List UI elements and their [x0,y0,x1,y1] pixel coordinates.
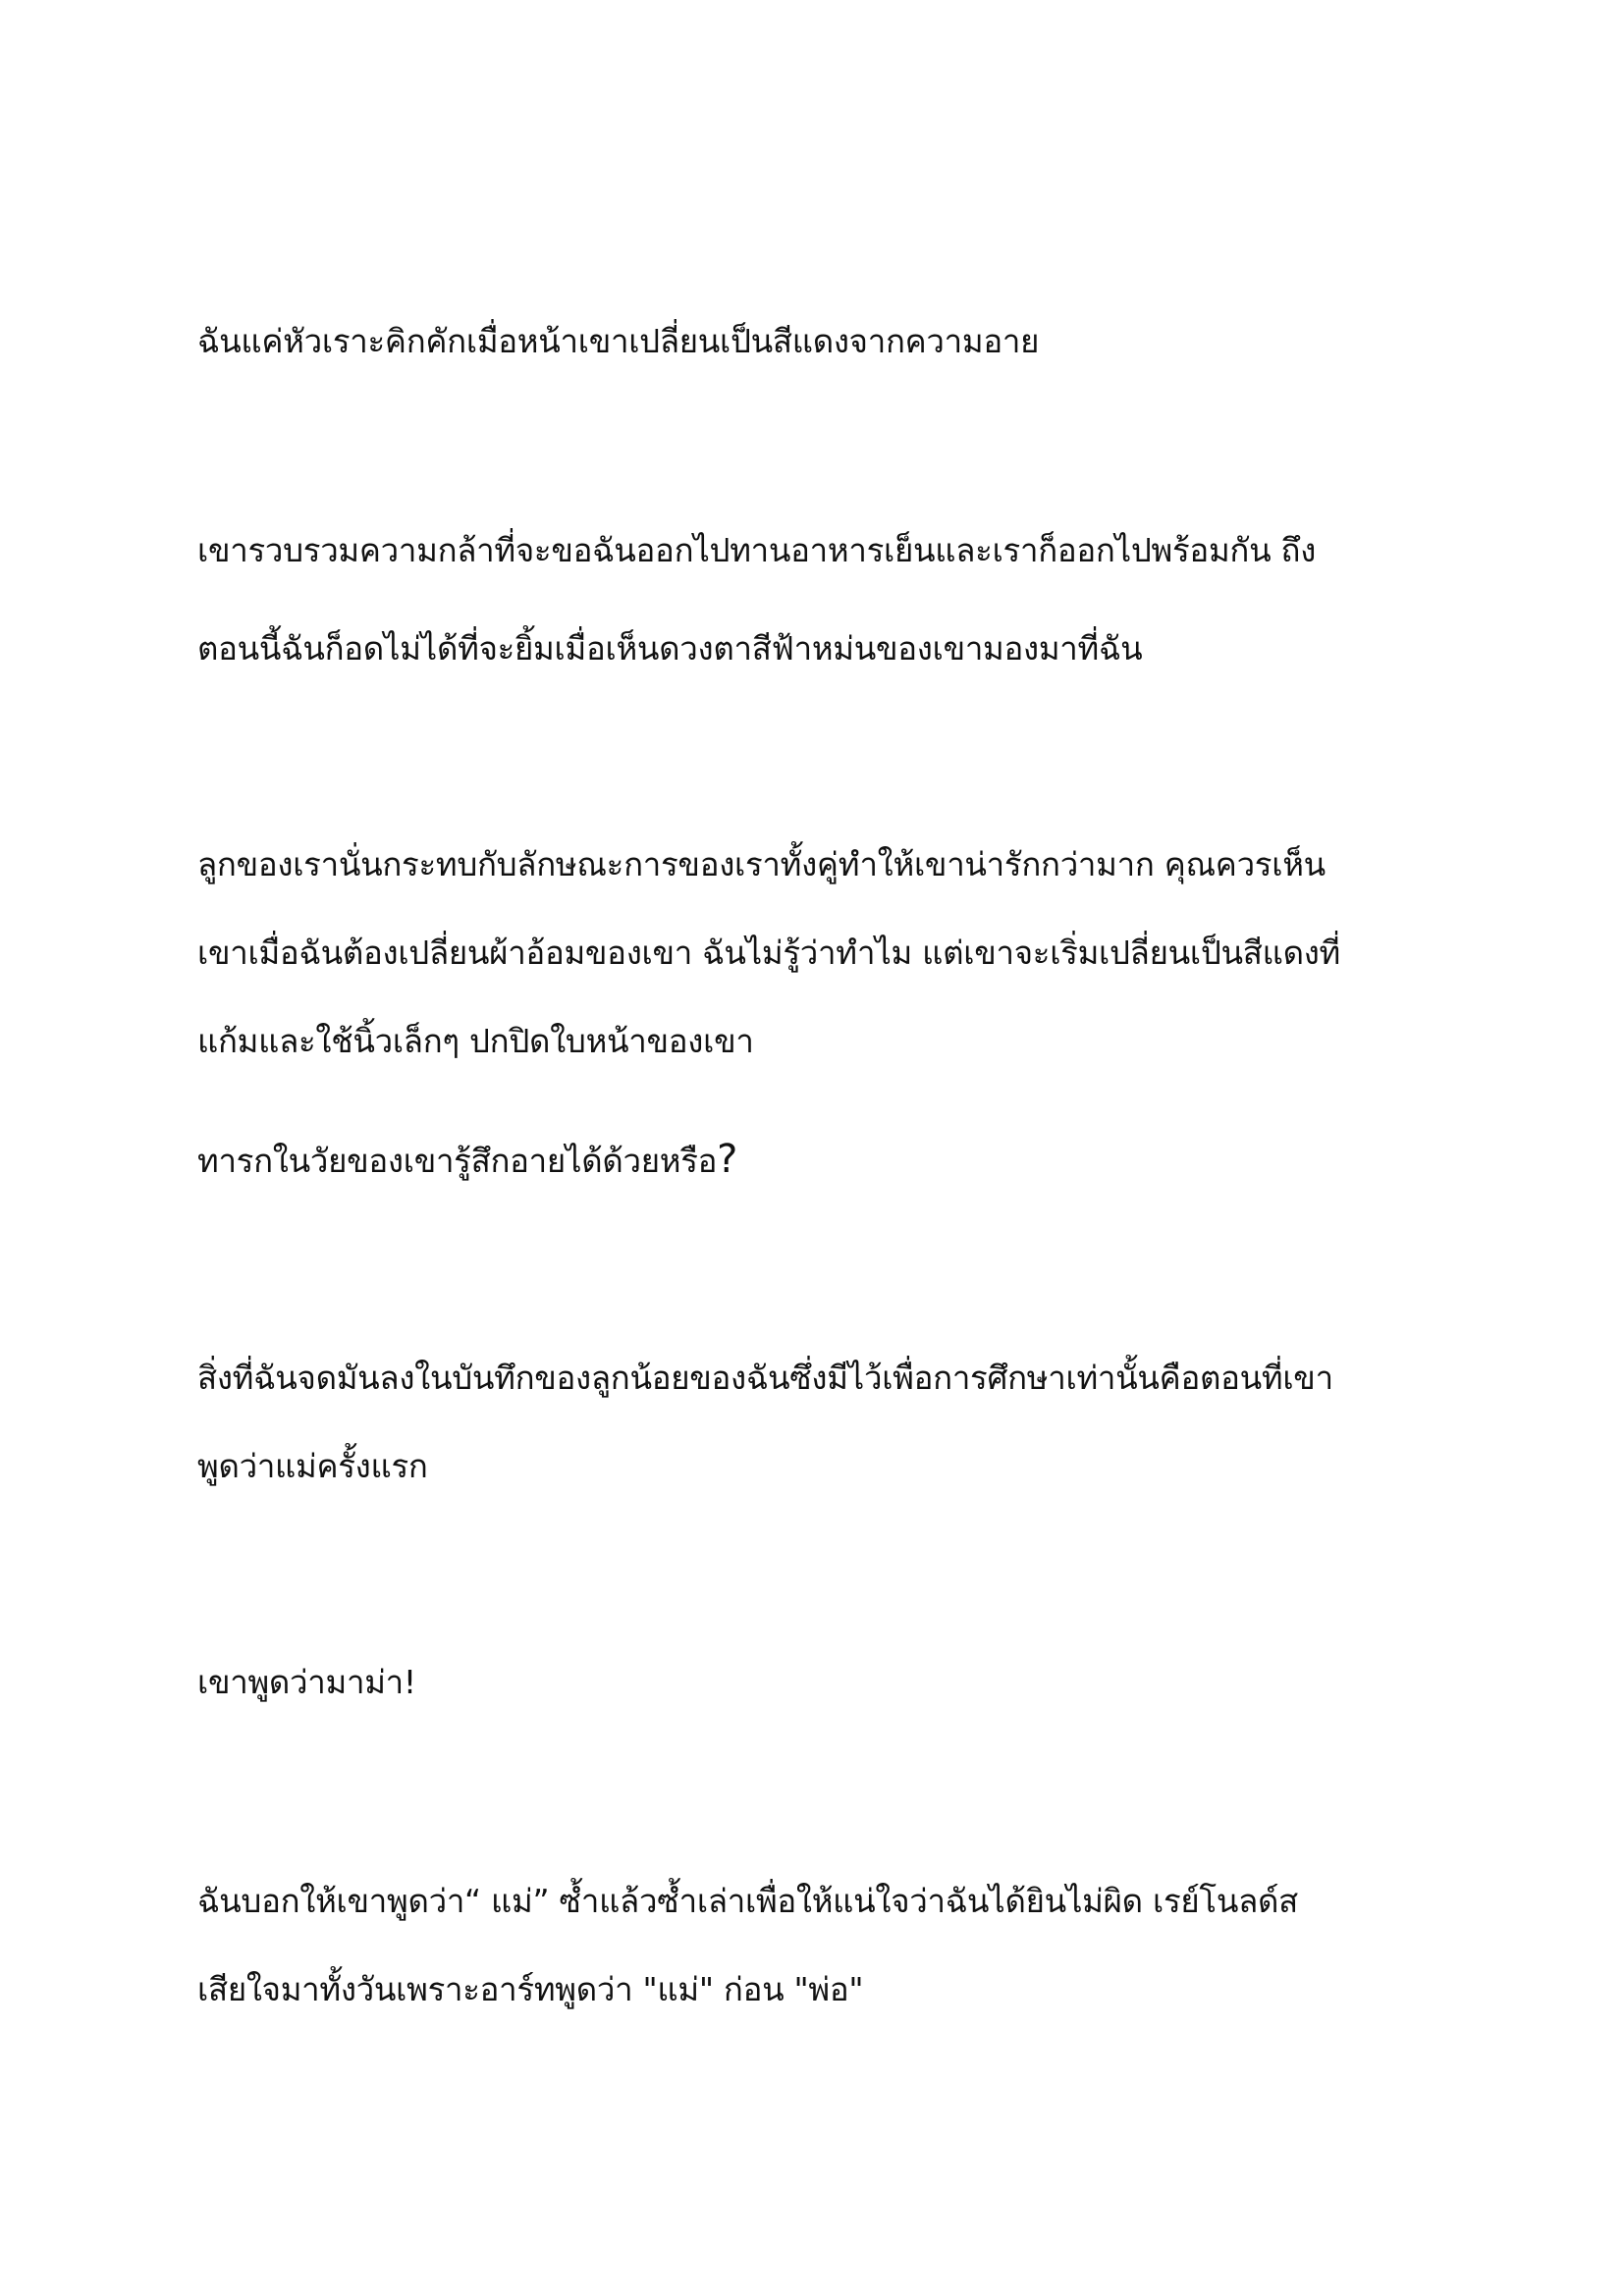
paragraph-2-line-2: ตอนนี้ฉันก็อดไม่ได้ที่จะยิ้มเมื่อเห็นดวงตาสีฟ้าหม่นของเขามองมาที่ฉัน [197,629,1143,667]
paragraph-3-line-2: เขาเมื่อฉันต้องเปลี่ยนผ้าอ้อมของเขา ฉันไม่รู้ว่าทำไม แต่เขาจะเริ่มเปลี่ยนเป็นสีแดงที่ [197,934,1340,972]
question-mark: ? [717,1137,738,1182]
paragraph-4-line-2: พูดว่าแม่ครั้งแรก [197,1447,428,1485]
paragraph-3-line-3: แก้มและใช้นิ้วเล็กๆ ปกปิดใบหน้าของเขา [197,1022,754,1060]
paragraph-3-line-1: ลูกของเรานั่นกระทบกับลักษณะการของเราทั้งคู่ทำให้เขาน่ารักกว่ามาก คุณควรเห็น [197,845,1326,883]
question-text: ทารกในวัยของเขารู้สึกอายได้ด้วยหรือ [197,1142,718,1180]
paragraph-6-line-2: เสียใจมาทั้งวันเพราะอาร์ทพูดว่า "แม่" ก่อน "พ่อ" [197,1970,864,2008]
paragraph-5-line-1: เขาพูดว่ามาม่า! [197,1663,416,1701]
paragraph-1-line-1: ฉันแค่หัวเราะคิกคักเมื่อหน้าเขาเปลี่ยนเป็นสีแดงจากความอาย [197,322,1040,360]
paragraph-3-question [197,1136,1435,1185]
paragraph-4-line-1: สิ่งที่ฉันจดมันลงในบันทึกของลูกน้อยของฉันซึ่งมีไว้เพื่อการศึกษาเท่านั้นคือตอนที่เขา [197,1359,1333,1397]
paragraph-6-line-1: ฉันบอกให้เขาพูดว่า“ แม่” ซ้ำแล้วซ้ำเล่าเพื่อให้แน่ใจว่าฉันได้ยินไม่ผิด เรย์โนลด์ส [197,1882,1299,1920]
paragraph-2-line-1: เขารวบรวมความกล้าที่จะขอฉันออกไปทานอาหารเย็นและเราก็ออกไปพร้อมกัน ถึง [197,531,1317,569]
